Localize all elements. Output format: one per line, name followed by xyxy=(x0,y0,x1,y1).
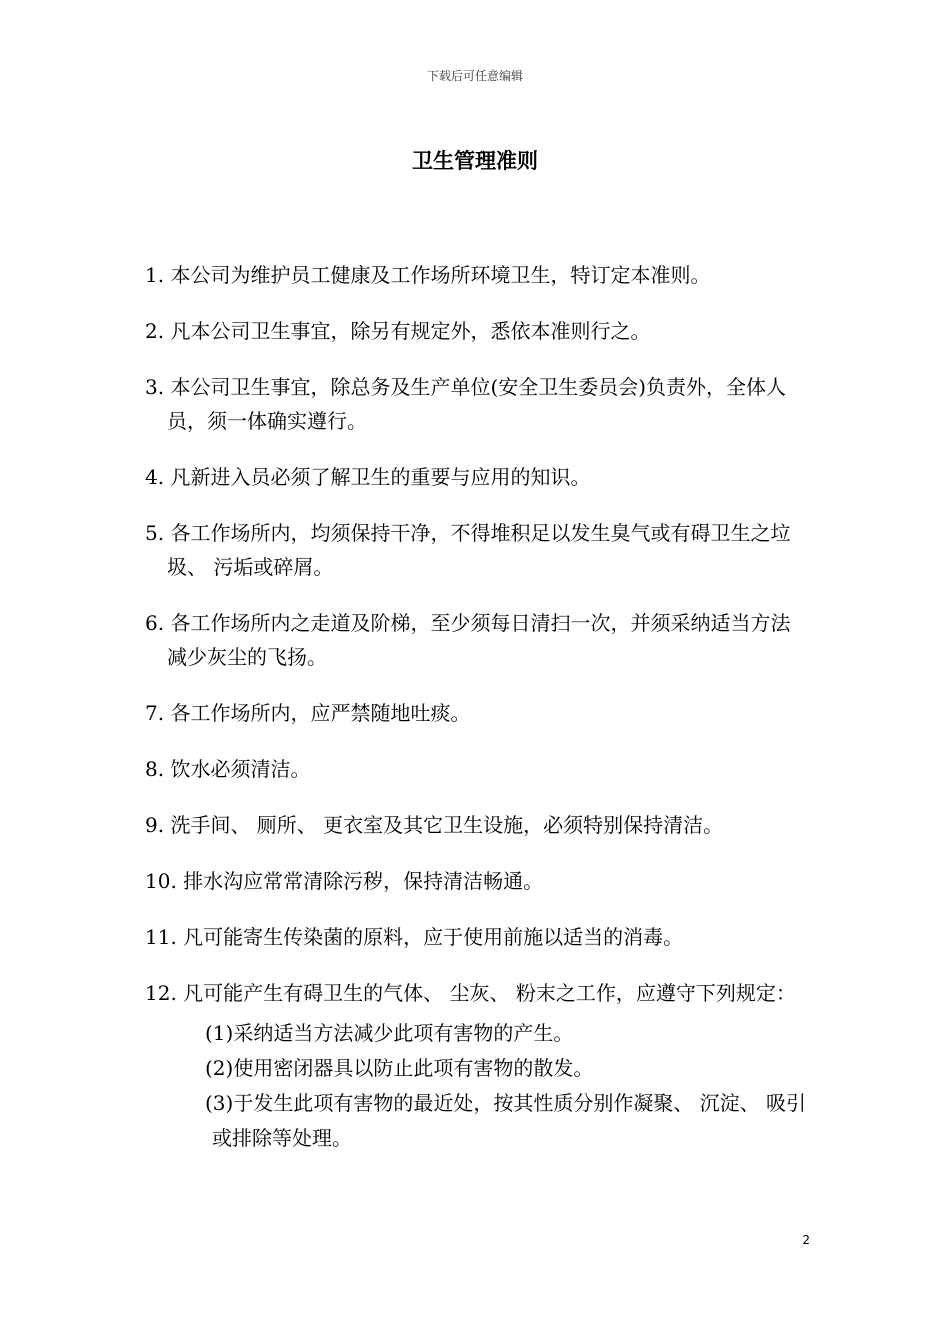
rule-paragraph-1: 1. 本公司为维护员工健康及工作场所环境卫生，特订定本准则。 xyxy=(145,263,711,287)
rule-paragraph-9: 9. 洗手间、 厕所、 更衣室及其它卫生设施，必须特别保持清洁。 xyxy=(145,813,724,837)
sub-item-1: (1)采纳适当方法减少此项有害物的产生。 xyxy=(205,1021,574,1045)
rule-paragraph-12: 12. 凡可能产生有碍卫生的气体、 尘灰、 粉末之工作，应遵守下列规定： xyxy=(145,981,796,1005)
rule-paragraph-7: 7. 各工作场所内，应严禁随地吐痰。 xyxy=(145,701,471,725)
header-note: 下载后可任意编辑 xyxy=(426,69,523,83)
page-number: 2 xyxy=(802,1233,810,1247)
rule-paragraph-11: 11. 凡可能寄生传染菌的原料，应于使用前施以适当的消毒。 xyxy=(145,925,684,949)
sub-item-2: (2)使用密闭器具以防止此项有害物的散发。 xyxy=(205,1056,594,1080)
rule-paragraph-5: 5. 各工作场所内，均须保持干净，不得堆积足以发生臭气或有碍卫生之垃圾、 污垢或碎屑。 xyxy=(145,521,791,579)
rule-paragraph-10: 10. 排水沟应常常清除污秽，保持清洁畅通。 xyxy=(145,869,544,893)
sub-item-3: (3)于发生此项有害物的最近处，按其性质分别作凝聚、 沉淀、 吸引或排除等处理。 xyxy=(205,1091,807,1150)
rule-paragraph-6: 6. 各工作场所内之走道及阶梯，至少须每日清扫一次，并须采纳适当方法减少灰尘的飞扬。 xyxy=(145,611,791,669)
rule-paragraph-8: 8. 饮水必须清洁。 xyxy=(145,757,311,781)
rule-paragraph-2: 2. 凡本公司卫生事宜，除另有规定外，悉依本准则行之。 xyxy=(145,319,651,343)
sub-item-list xyxy=(205,1016,810,1156)
document-body xyxy=(145,258,810,1156)
rule-paragraph-4: 4. 凡新进入员必须了解卫生的重要与应用的知识。 xyxy=(145,465,591,489)
document-title: 卫生管理准则 xyxy=(412,149,538,173)
rule-paragraph-3: 3. 本公司卫生事宜，除总务及生产单位(安全卫生委员会)负责外，全体人员，须一体确实遵行。 xyxy=(145,375,787,433)
